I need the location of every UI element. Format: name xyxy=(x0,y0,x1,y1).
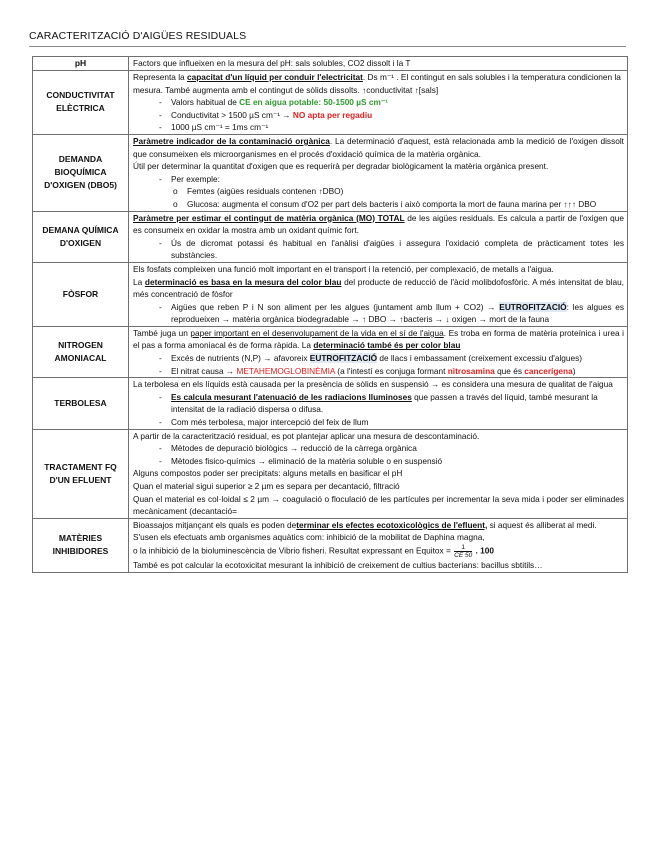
list-item xyxy=(159,96,624,109)
label-conductivitat-text: CONDUCTIVITAT ELÈCTRICA xyxy=(46,90,115,114)
materies-paragraph-1 xyxy=(133,519,624,532)
fraction-numerator: 1 xyxy=(454,544,472,552)
emphasis: capacitat d'un líquid per conduir l'electricitat xyxy=(186,72,363,82)
label-dqo-text: DEMANA QUÍMICA D'OXIGEN xyxy=(42,224,119,248)
label-tractament-text: TRACTAMENT FQ D'UN EFLUENT xyxy=(44,461,117,485)
label-ph xyxy=(33,57,129,71)
emphasis: determinació es basa en la mesura del color blau xyxy=(144,276,342,287)
text: El nitrat causa → xyxy=(171,365,237,376)
text: Excés de nutrients (N,P) → afavoreix xyxy=(171,353,310,364)
label-materies-text: MATÈRIES INHIBIDORES xyxy=(52,533,109,557)
row-fosfor xyxy=(33,262,628,326)
highlight-green: CE en aigua potable: 50-1500 µS cm⁻¹ xyxy=(239,97,388,108)
label-tractament xyxy=(33,429,129,518)
nitrogen-list xyxy=(133,352,624,377)
list-item xyxy=(159,173,624,186)
terbolesa-paragraph: La terbolesa en els líquids està causada per la presència de sòlids en suspensió → es considera una mesura de qualitat de l'aigua xyxy=(133,379,613,390)
row-dbo5 xyxy=(33,134,628,211)
label-dbo5-text: DEMANDA BIOQUÍMICA D'OXIGEN (DBO5) xyxy=(44,154,117,191)
tractament-paragraph-2: Alguns compostos poder ser precipitats: alguns metalls en basificar el pH xyxy=(133,468,403,479)
text: . 100 xyxy=(473,545,494,556)
sublist-item xyxy=(173,185,624,198)
list-item xyxy=(159,237,624,262)
row-conductivitat xyxy=(33,71,628,135)
dbo5-list xyxy=(133,173,624,186)
text: Per exemple: xyxy=(171,173,220,184)
text: del producte de reducció de l'àcid molibdofosfòric. A més intensitat de blau, més concentració de fòsfor xyxy=(133,276,624,300)
highlight-red: METAHEMOGLOBINÈMIA xyxy=(236,365,335,376)
dqo-list xyxy=(133,237,624,262)
list-item xyxy=(159,121,624,134)
emphasis: Paràmetre indicador de la contaminació orgànica xyxy=(133,135,330,146)
dbo5-sublist xyxy=(133,185,624,210)
tractament-paragraph-1: A partir de la caracterització residual, es pot plantejar aplicar una mesura de descontaminació. xyxy=(133,430,480,441)
terbolesa-list xyxy=(133,391,624,429)
label-fosfor xyxy=(33,262,129,326)
list-item xyxy=(159,455,624,468)
text: ) xyxy=(572,365,576,376)
label-ph-text: pH xyxy=(74,58,87,68)
label-terbolesa xyxy=(33,378,129,429)
cell-conductivitat xyxy=(129,71,628,135)
title-divider xyxy=(29,46,626,47)
list-item xyxy=(159,109,624,122)
label-dbo5 xyxy=(33,134,129,211)
cell-materies xyxy=(129,518,628,572)
label-terbolesa-text: TERBOLESA xyxy=(54,397,107,408)
text: Glucosa: augmenta el consum d'O2 per part dels bacteris i això comporta la mort de fauna marina per ↑↑↑ DBO xyxy=(187,198,597,209)
list-item xyxy=(159,352,624,365)
label-nitrogen-text: NITROGEN AMONIACAL xyxy=(54,340,107,364)
emphasis: paper important en el desenvolupament de la vida en el sí de l'aigua xyxy=(190,327,444,338)
text: de llacs i embassament (creixement excessiu d'algues) xyxy=(377,353,583,364)
fraction-denominator: CE 50 xyxy=(454,551,473,559)
list-item xyxy=(159,301,624,326)
tractament-paragraph-3: Quan el material sigui superior ≥ 2 µm es separa per decantació, filtració xyxy=(133,481,400,491)
dbo5-paragraph-2: Útil per determinar la quantitat d'oxigen que es requerirà per degradar biològicament la matèria orgànica present. xyxy=(133,161,549,172)
page-title: CARACTERITZACIÓ D'AIGÜES RESIDUALS xyxy=(29,30,247,42)
materies-paragraph-2: S'usen els efectuats amb organismes aquàtics com: inhibició de la mobilitat de Daphina magna, xyxy=(133,532,485,543)
row-terbolesa xyxy=(33,378,628,429)
cell-nitrogen xyxy=(129,326,628,377)
cell-fosfor xyxy=(129,262,628,326)
text: . La determinació d'aquest, està relacionada amb la medició de l'oxigen dissolt que consumeixen els microorganismes en el procés d'oxidació química de la matèria orgànica. xyxy=(133,135,624,159)
list-item xyxy=(159,365,624,378)
materies-paragraph-3 xyxy=(133,544,624,559)
text: 1000 µS cm⁻¹ = 1ms cm⁻¹ xyxy=(171,122,269,133)
label-nitrogen xyxy=(33,326,129,377)
label-fosfor-text: FÒSFOR xyxy=(62,288,99,299)
fosfor-paragraph-1: Els fosfats compleixen una funció molt important en el transport i la retenció, per complexació, de metalls a l'aigua. xyxy=(133,263,554,274)
list-item xyxy=(159,416,624,429)
text: que és xyxy=(494,365,525,376)
emphasis: terminar els efectes ecotoxicològics de l'efluent, xyxy=(296,519,488,530)
row-nitrogen xyxy=(33,326,628,377)
text: que passen a través del líquid, també mesurant la intensitat de la radiació dispersa o difusa. xyxy=(171,391,598,415)
sublist-item xyxy=(173,198,624,211)
list-item xyxy=(159,391,624,416)
text: També juga un xyxy=(133,327,191,338)
text: La xyxy=(133,276,145,287)
highlight-red: cancerígena xyxy=(524,365,573,376)
characterization-table xyxy=(32,56,628,573)
text: Representa la xyxy=(133,72,187,82)
text: Mètodes fisico-químics → eliminació de la matèria soluble o en suspensió xyxy=(171,455,443,466)
row-materies xyxy=(33,518,628,572)
text: Bioassajos mitjançant els quals es poden de xyxy=(133,519,297,530)
row-ph xyxy=(33,57,628,71)
label-materies xyxy=(33,518,129,572)
text: si aquest és alliberat al medi. xyxy=(487,519,597,530)
nitrogen-paragraph xyxy=(133,327,624,352)
text: Femtes (aigües residuals contenen ↑DBO) xyxy=(187,186,344,197)
tractament-paragraph-4: Quan el material es col·loidal ≤ 2 µm → coagulació o floculació de les partícules per incrementar la seva mida i poder ser eliminades mecànicament (decantació= xyxy=(133,493,624,517)
emphasis: determinació també és per color blau xyxy=(313,340,461,351)
cell-tractament xyxy=(129,429,628,518)
dqo-paragraph xyxy=(133,212,624,237)
highlight-blue: EUTROFITZACIÓ xyxy=(499,301,567,312)
materies-paragraph-4: També es pot calcular la ecotoxicitat mesurant la inhibició de creixement de cultius bacterians: bacillus sbtitils… xyxy=(133,559,543,570)
text: o la inhibició de la bioluminescència de Vibrio fisheri. Resultat expressant en Equitox = xyxy=(133,545,454,556)
label-dqo xyxy=(33,211,129,262)
text: Mètodes de depuració biològics → reducció de la càrrega orgànica xyxy=(171,443,417,454)
cell-dbo5 xyxy=(129,134,628,211)
list-item xyxy=(159,442,624,455)
text: Com més terbolesa, major intercepció del feix de llum xyxy=(171,417,369,428)
row-dqo xyxy=(33,211,628,262)
text: Ús de dicromat potassi és habitual en l'anàlisi d'aigües i assegura l'oxidació completa de pràcticament totes les substàncies. xyxy=(171,237,624,261)
emphasis: Es calcula mesurant l'atenuació de les radiacions lluminoses xyxy=(171,391,412,402)
ph-text: Factors que influeixen en la mesura del pH: sals solubles, CO2 dissolt i la T xyxy=(133,58,411,69)
text: Aigües que reben P i N son aliment per les algues (juntament amb llum + CO2) → xyxy=(171,301,500,312)
text: : les algues es reprodueixen → matèria orgànica biodegradable → ↑ DBO → ↑bacteris → ↓ oxigen → mort de la fauna xyxy=(171,301,624,325)
row-tractament xyxy=(33,429,628,518)
text: . Es troba en forma de matèria proteínica i urea i el pas a forma amoniacal és de forma ràpida. La xyxy=(133,327,624,351)
label-conductivitat xyxy=(33,71,129,135)
dbo5-paragraph-1 xyxy=(133,135,624,160)
fosfor-paragraph-2 xyxy=(133,276,624,301)
highlight-red: nitrosamina xyxy=(447,365,495,376)
cell-terbolesa xyxy=(129,378,628,429)
conductivitat-list xyxy=(133,96,624,134)
text: de les aigües residuals. Es calcula a partir de l'oxigen que es consumeix en oxidar la mostra amb un oxidant químic fort. xyxy=(133,212,625,236)
text: (a l'intestí es conjuga formant xyxy=(335,365,448,376)
highlight-red: NO apta per regadiu xyxy=(292,109,373,120)
tractament-list xyxy=(133,442,624,467)
equitox-fraction xyxy=(454,544,472,559)
conductivitat-paragraph xyxy=(133,71,624,96)
cell-ph xyxy=(129,57,628,71)
fosfor-list xyxy=(133,301,624,326)
cell-dqo xyxy=(129,211,628,262)
highlight-blue: EUTROFITZACIÓ xyxy=(309,353,378,364)
text: . Ds m⁻¹ . El contingut en sals solubles i la temperatura condicionen la mesura. També augmenta amb el contingut de sòlids dissolts. ↑conductivitat ↑[sals] xyxy=(133,72,621,95)
text: Valors habitual de xyxy=(171,97,240,108)
text: Conductivitat > 1500 µS cm⁻¹ → xyxy=(171,109,293,120)
emphasis: Paràmetre per estimar el contingut de matèria orgànica (MO) TOTAL xyxy=(133,212,405,223)
